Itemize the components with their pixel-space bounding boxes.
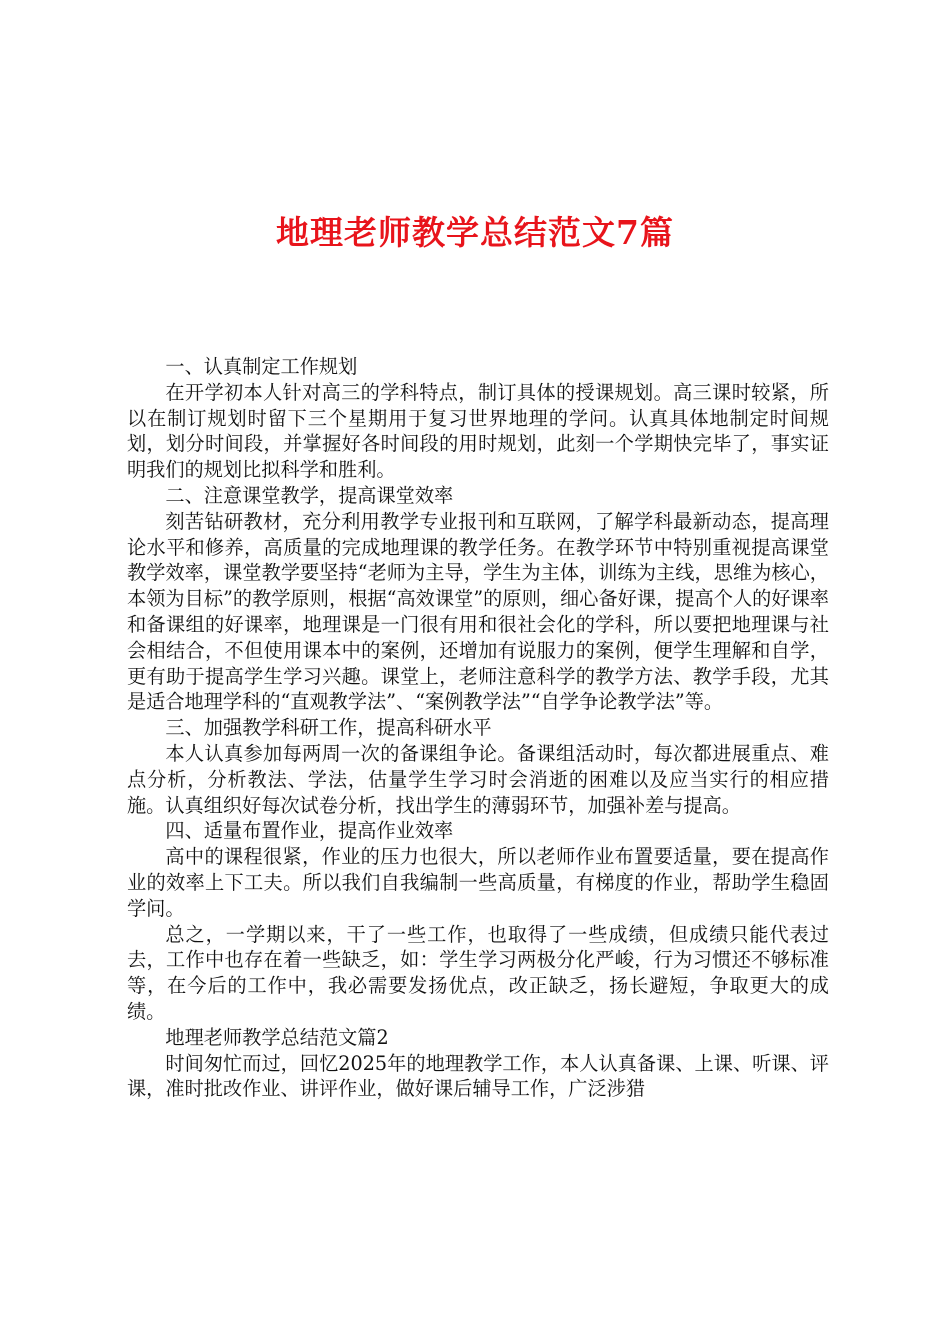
- section-heading-2: 二、注意课堂教学，提高课堂效率: [165, 483, 454, 507]
- section-heading-1: 一、认真制定工作规划: [165, 355, 358, 378]
- paragraph: 高中的课程很紧，作业的压力也很大，所以老师作业布置要适量，要在提高作业的效率上下工夫。所以我们自我编制一些高质量，有梯度的作业，帮助学生稳固学问。: [127, 845, 829, 920]
- section-heading-4: 四、适量布置作业，提高作业效率: [165, 819, 454, 843]
- article-heading-2: 地理老师教学总结范文篇2: [165, 1025, 389, 1049]
- paragraph: 在开学初本人针对高三的学科特点，制订具体的授课规划。高三课时较紧，所以在制订规划时留下三个星期用于复习世界地理的学问。认真具体地制定时间规划，划分时间段，并掌握好各时间段的用时规划，此刻一个学期快完毕了，事实证明我们的规划比拟科学和胜利。: [127, 380, 829, 482]
- section-heading-3: 三、加强教学科研工作，提高科研水平: [165, 716, 492, 740]
- paragraph: 总之，一学期以来，干了一些工作，也取得了一些成绩，但成绩只能代表过去，工作中也存在着一些缺乏，如：学生学习两极分化严峻，行为习惯还不够标准等，在今后的工作中，我必需要发扬优点，改正缺乏，扬长避短，争取更大的成绩。: [127, 922, 829, 1023]
- paragraph: 本人认真参加每两周一次的备课组争论。备课组活动时，每次都进展重点、难点分析，分析教法、学法，估量学生学习时会消逝的困难以及应当实行的相应措施。认真组织好每次试卷分析，找出学生的薄弱环节，加强补差与提高。: [127, 741, 829, 817]
- document-title: 地理老师教学总结范文7篇: [276, 213, 674, 252]
- paragraph: 刻苦钻研教材，充分利用教学专业报刊和互联网，了解学科最新动态，提高理论水平和修养，高质量的完成地理课的教学任务。在教学环节中特别重视提高课堂教学效率，课堂教学要坚持“老师为主导，学生为主体，训练为主线，思维为核心，本领为目标”的教学原则，根据“高效课堂”的原则，细心备好课，提高个人的好课率和备课组的好课率，地理课是一门很有用和很社会化的学科，所以要把地理课与社会相结合，不但使用课本中的案例，还增加有说服力的案例，便学生理解和自学，更有助于提高学生学习兴趣。课堂上，老师注意科学的教学方法、教学手段，尤其是适合地理学科的“直观教学法”、“案例教学法”“自学争论教学法”等。: [127, 509, 829, 714]
- document-body: [127, 354, 829, 1102]
- paragraph: 时间匆忙而过，回忆2025年的地理教学工作，本人认真备课、上课、听课、评课，准时批改作业、讲评作业，做好课后辅导工作，广泛涉猎: [127, 1051, 829, 1101]
